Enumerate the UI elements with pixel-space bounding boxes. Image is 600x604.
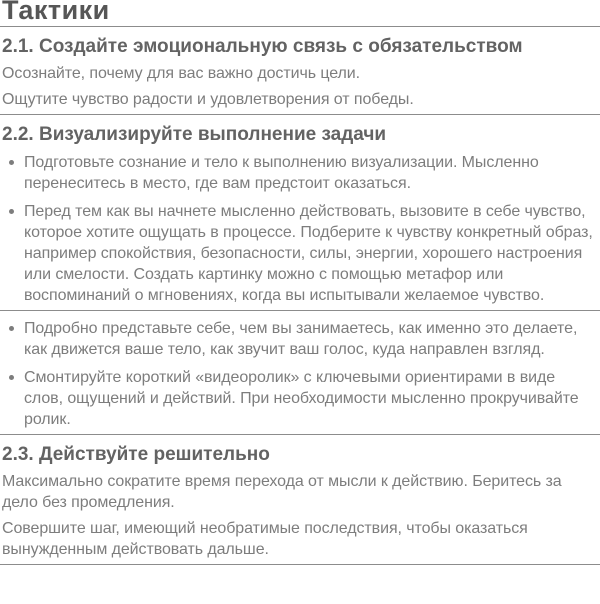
list-item	[2, 201, 595, 306]
paragraph: Осознайте, почему для вас важно достичь цели.	[2, 64, 360, 82]
section-2-2	[0, 125, 600, 310]
section-2-3	[0, 445, 600, 564]
section-2-2-continued	[0, 318, 600, 434]
list-item-text: Смонтируйте короткий «видеоролик» с ключевыми ориентирами в виде слов, ощущений и действий. При необходимости мысленно прокручивайте ролик.	[24, 369, 579, 428]
list-item	[2, 318, 595, 360]
divider	[0, 310, 600, 311]
divider	[0, 26, 600, 27]
list-item	[2, 367, 595, 430]
divider	[0, 564, 600, 565]
section-2-3-heading: 2.3. Действуйте решительно	[2, 444, 270, 465]
list-item	[2, 152, 595, 194]
chapter-title: Тактики	[2, 0, 110, 25]
paragraph: Совершите шаг, имеющий необратимые последствия, чтобы оказаться вынужденным действовать дальше.	[2, 520, 528, 558]
bullet-icon	[9, 160, 14, 165]
paragraph: Ощутите чувство радости и удовлетворения от победы.	[2, 91, 414, 108]
section-2-2-heading: 2.2. Визуализируйте выполнение задачи	[2, 124, 387, 145]
list-item-text: Подготовьте сознание и тело к выполнению визуализации. Мысленно перенеситесь в место, где вам предстоит оказаться.	[24, 154, 539, 192]
list-item-text: Подробно представьте себе, чем вы занимаетесь, как именно это делаете, как движется ваше тело, как звучит ваш голос, куда направлен взгляд.	[24, 320, 578, 358]
divider	[0, 114, 600, 115]
paragraph: Максимально сократите время перехода от мысли к действию. Беритесь за дело без промедления.	[2, 472, 562, 511]
divider	[0, 434, 600, 435]
list-item-text: Перед тем как вы начнете мысленно действовать, вызовите в себе чувство, которое хотите ощущать в процессе. Подберите к чувству конкретный образ, например спокойствия, безопасности, силы, энергии, хорошего настроения или смелости. Создать картинку можно с помощью метафор или воспоминаний о мгновениях, когда вы испытывали желаемое чувство.	[24, 203, 593, 304]
bullet-list	[2, 318, 595, 430]
bullet-icon	[9, 375, 14, 380]
bullet-list	[2, 152, 595, 306]
section-2-1-heading: 2.1. Создайте эмоциональную связь с обязательством	[2, 36, 523, 57]
bullet-icon	[9, 326, 14, 331]
section-2-1	[0, 37, 600, 114]
bullet-icon	[9, 209, 14, 214]
